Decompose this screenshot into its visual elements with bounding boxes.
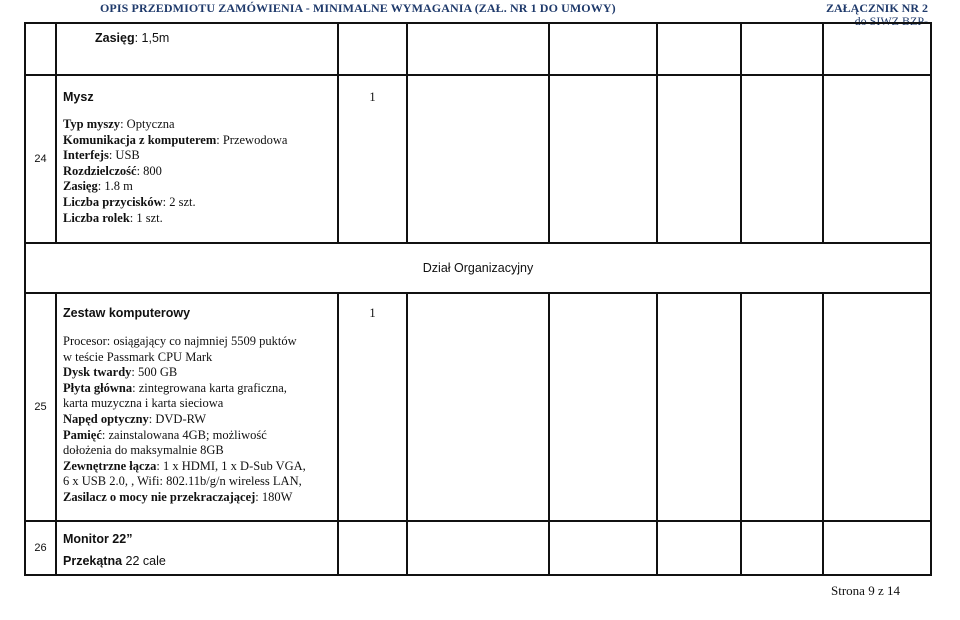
- spec-label: Płyta główna: [63, 380, 133, 395]
- spec-value: : DVD-RW: [148, 411, 207, 426]
- empty-cell: [407, 293, 549, 521]
- spec-value: karta muzyczna i karta sieciowa: [63, 396, 224, 411]
- spec-value: 6 x USB 2.0, , Wifi: 802.11b/g/n wireless LAN,: [63, 474, 302, 489]
- spec-value: : 2 szt.: [162, 194, 196, 209]
- spec-line: [63, 396, 337, 412]
- empty-cell: [741, 521, 823, 575]
- empty-cell: [741, 293, 823, 521]
- spec-line: [63, 148, 337, 164]
- spec-value: : 1.8 m: [97, 179, 133, 194]
- spec-value: : 1 szt.: [129, 210, 163, 225]
- table-row-item-26: [25, 521, 931, 575]
- row-number: 25: [25, 293, 56, 521]
- spec-line: [63, 474, 337, 490]
- empty-cell: [657, 521, 741, 575]
- item-description: [56, 293, 338, 521]
- table-row-section: [25, 243, 931, 293]
- qty-cell: [338, 23, 407, 75]
- spec-line: [63, 428, 337, 444]
- spec-value: : osiągający co najmniej 5509 puktów: [106, 334, 297, 348]
- spec-label: Interfejs: [63, 148, 109, 163]
- spec-value: : 800: [136, 163, 162, 178]
- table-row-continued: [25, 23, 931, 75]
- spec-label: Pamięć: [63, 427, 102, 442]
- item-quantity: 1: [338, 75, 407, 243]
- spec-line: [63, 365, 337, 381]
- spec-value: dołożenia do maksymalnie 8GB: [63, 443, 224, 458]
- spec-value: : 180W: [255, 489, 293, 504]
- row-number: 24: [25, 75, 56, 243]
- page-prefix: Strona: [831, 583, 869, 598]
- spec-line: [63, 133, 337, 149]
- item-description: [56, 521, 338, 575]
- empty-cell: [549, 521, 657, 575]
- spec-line: [63, 412, 337, 428]
- spec-prefix: Procesor: [63, 334, 107, 348]
- empty-cell: [549, 293, 657, 521]
- spec-value: w teście Passmark CPU Mark: [63, 349, 213, 364]
- empty-cell: [823, 23, 931, 75]
- spec-line: [63, 459, 337, 475]
- spec-label: Rozdzielczość: [63, 163, 137, 178]
- spec-value: : zintegrowana karta graficzna,: [132, 380, 287, 395]
- empty-cell: [549, 75, 657, 243]
- empty-cell: [549, 23, 657, 75]
- row-number-cell: [25, 23, 56, 75]
- spec-label: Typ myszy: [63, 117, 121, 131]
- spec-line: [63, 164, 337, 180]
- spec-list: [63, 117, 337, 226]
- empty-cell: [407, 521, 549, 575]
- continued-spec-cell: [56, 23, 338, 75]
- item-title: Zestaw komputerowy: [63, 306, 191, 320]
- spec-label: Liczba rolek: [63, 210, 130, 225]
- page-total: 14: [887, 583, 900, 598]
- item-description: [56, 75, 338, 243]
- spec-label: Przekątna: [63, 554, 123, 568]
- spec-line: [63, 490, 337, 506]
- document-title: OPIS PRZEDMIOTU ZAMÓWIENIA - MINIMALNE WYMAGANIA (ZAŁ. NR 1 DO UMOWY): [100, 1, 616, 15]
- spec-value: : Przewodowa: [216, 132, 288, 147]
- spec-value: : zainstalowana 4GB; możliwość: [101, 427, 267, 442]
- section-title: Dział Organizacyjny: [25, 243, 931, 293]
- table-row-item-25: [25, 293, 931, 521]
- page-footer: [831, 583, 900, 599]
- page-sep: z: [874, 583, 887, 598]
- empty-cell: [657, 23, 741, 75]
- empty-cell: [823, 521, 931, 575]
- spec-value: : 500 GB: [131, 365, 178, 380]
- spec-line: [63, 443, 337, 459]
- item-quantity: 1: [338, 293, 407, 521]
- spec-value: : Optyczna: [120, 117, 175, 131]
- spec-line: [63, 195, 337, 211]
- spec-label: Napęd optyczny: [63, 411, 149, 426]
- item-title: Mysz: [63, 90, 94, 104]
- spec-list: [63, 334, 337, 506]
- specification-table: [24, 22, 932, 576]
- spec-line: [63, 381, 337, 397]
- reference-label: do SIWZ BZP-: [854, 14, 928, 28]
- empty-cell: [407, 75, 549, 243]
- spec-label: Zewnętrzne łącza: [63, 458, 157, 473]
- spec-value: : 1,5m: [134, 31, 170, 45]
- spec-line: [63, 211, 337, 227]
- empty-cell: [823, 75, 931, 243]
- spec-line: [63, 350, 337, 366]
- item-title: Monitor 22”: [63, 532, 133, 546]
- row-number: 26: [25, 521, 56, 575]
- spec-value: : USB: [108, 148, 140, 163]
- spec-line: [63, 334, 337, 350]
- empty-cell: [823, 293, 931, 521]
- spec-value: : 1 x HDMI, 1 x D-Sub VGA,: [156, 458, 306, 473]
- spec-label: Liczba przycisków: [63, 194, 163, 209]
- empty-cell: [741, 75, 823, 243]
- empty-cell: [407, 23, 549, 75]
- empty-cell: [657, 293, 741, 521]
- spec-label: Zasięg: [95, 31, 135, 45]
- empty-cell: [741, 23, 823, 75]
- spec-label: Zasięg: [63, 179, 98, 194]
- spec-value: 22 cale: [122, 554, 166, 568]
- page-number: 9: [868, 583, 875, 598]
- attachment-label: ZAŁĄCZNIK NR 2: [825, 1, 928, 15]
- empty-cell: [657, 75, 741, 243]
- spec-label: Komunikacja z komputerem: [63, 132, 217, 147]
- spec-label: Dysk twardy: [63, 365, 132, 380]
- qty-cell: [338, 521, 407, 575]
- table-row-item-24: [25, 75, 931, 243]
- spec-label: Zasilacz o mocy nie przekraczającej: [63, 489, 256, 504]
- spec-line: [63, 117, 337, 133]
- spec-line: [63, 179, 337, 195]
